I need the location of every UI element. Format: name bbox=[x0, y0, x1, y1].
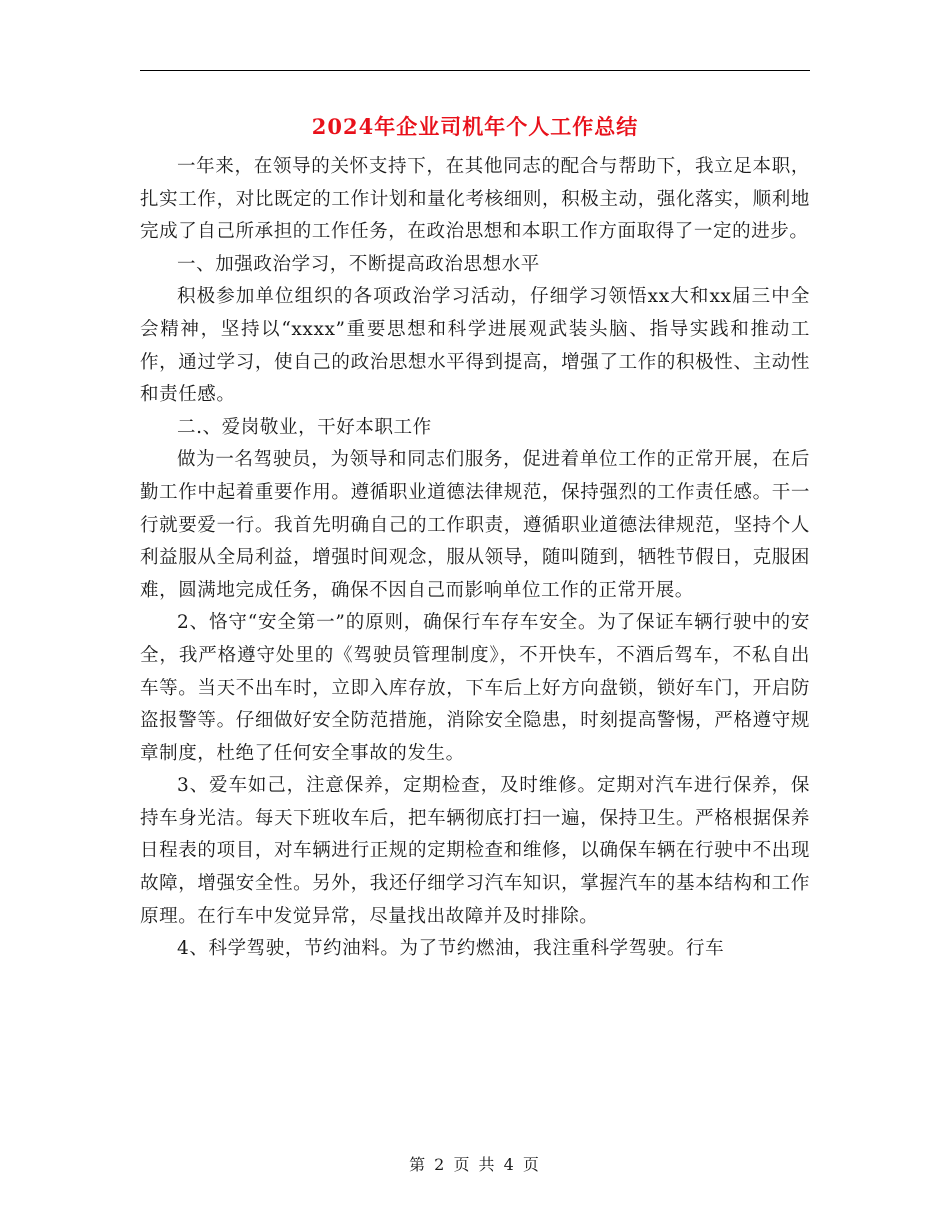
paragraph-maintenance: 3、爱车如己，注意保养，定期检查，及时维修。定期对汽车进行保养，保持车身光洁。每天下班收车后，把车辆彻底打扫一遍，保持卫生。严格根据保养日程表的项目，对车辆进行正规的定期检查和维修，以确保车辆在行驶中不出现故障，增强安全性。另外，我还仔细学习汽车知识，掌握汽车的基本结构和工作原理。在行车中发觉异常，尽量找出故障并及时排除。 bbox=[140, 775, 810, 927]
paragraph-safety: 2、恪守“安全第一”的原则，确保行车存车安全。为了保证车辆行驶中的安全，我严格遵守处里的《驾驶员管理制度》，不开快车，不酒后驾车，不私自出车等。当天不出车时，立即入库存放，下车后上好方向盘锁，锁好车门，开启防盗报警等。仔细做好安全防范措施，消除安全隐患，时刻提高警惕，严格遵守规章制度，杜绝了任何安全事故的发生。 bbox=[140, 612, 810, 764]
header-rule bbox=[140, 70, 810, 71]
paragraph-job-dedication: 做为一名驾驶员，为领导和同志们服务，促进着单位工作的正常开展，在后勤工作中起着重要作用。遵循职业道德法律规范，保持强烈的工作责任感。干一行就要爱一行。我首先明确自己的工作职责，遵循职业道德法律规范，坚持个人利益服从全局利益，增强时间观念，服从领导，随叫随到，牺牲节假日，克服困难，圆满地完成任务，确保不因自己而影响单位工作的正常开展。 bbox=[140, 449, 810, 601]
section-heading-2: 二.、爱岗敬业，干好本职工作 bbox=[177, 416, 432, 438]
page-number: 第 2 页 共 4 页 bbox=[409, 1155, 541, 1174]
document-body bbox=[140, 151, 810, 966]
paragraph-fuel-saving: 4、科学驾驶，节约油料。为了节约燃油，我注重科学驾驶。行车 bbox=[177, 938, 725, 960]
paragraph-intro: 一年来，在领导的关怀支持下，在其他同志的配合与帮助下，我立足本职，扎实工作，对比既定的工作计划和量化考核细则，积极主动，强化落实，顺利地完成了自己所承担的工作任务，在政治思想和本职工作方面取得了一定的进步。 bbox=[140, 156, 810, 243]
document-title: 2024年企业司机年个人工作总结 bbox=[311, 114, 639, 139]
section-heading-1: 一、加强政治学习，不断提高政治思想水平 bbox=[177, 253, 540, 275]
paragraph-political-study: 积极参加单位组织的各项政治学习活动，仔细学习领悟xx大和xx届三中全会精神，坚持以“xxxx”重要思想和科学进展观武装头脑、指导实践和推动工作，通过学习，使自己的政治思想水平得到提高，增强了工作的积极性、主动性和责任感。 bbox=[140, 286, 810, 406]
